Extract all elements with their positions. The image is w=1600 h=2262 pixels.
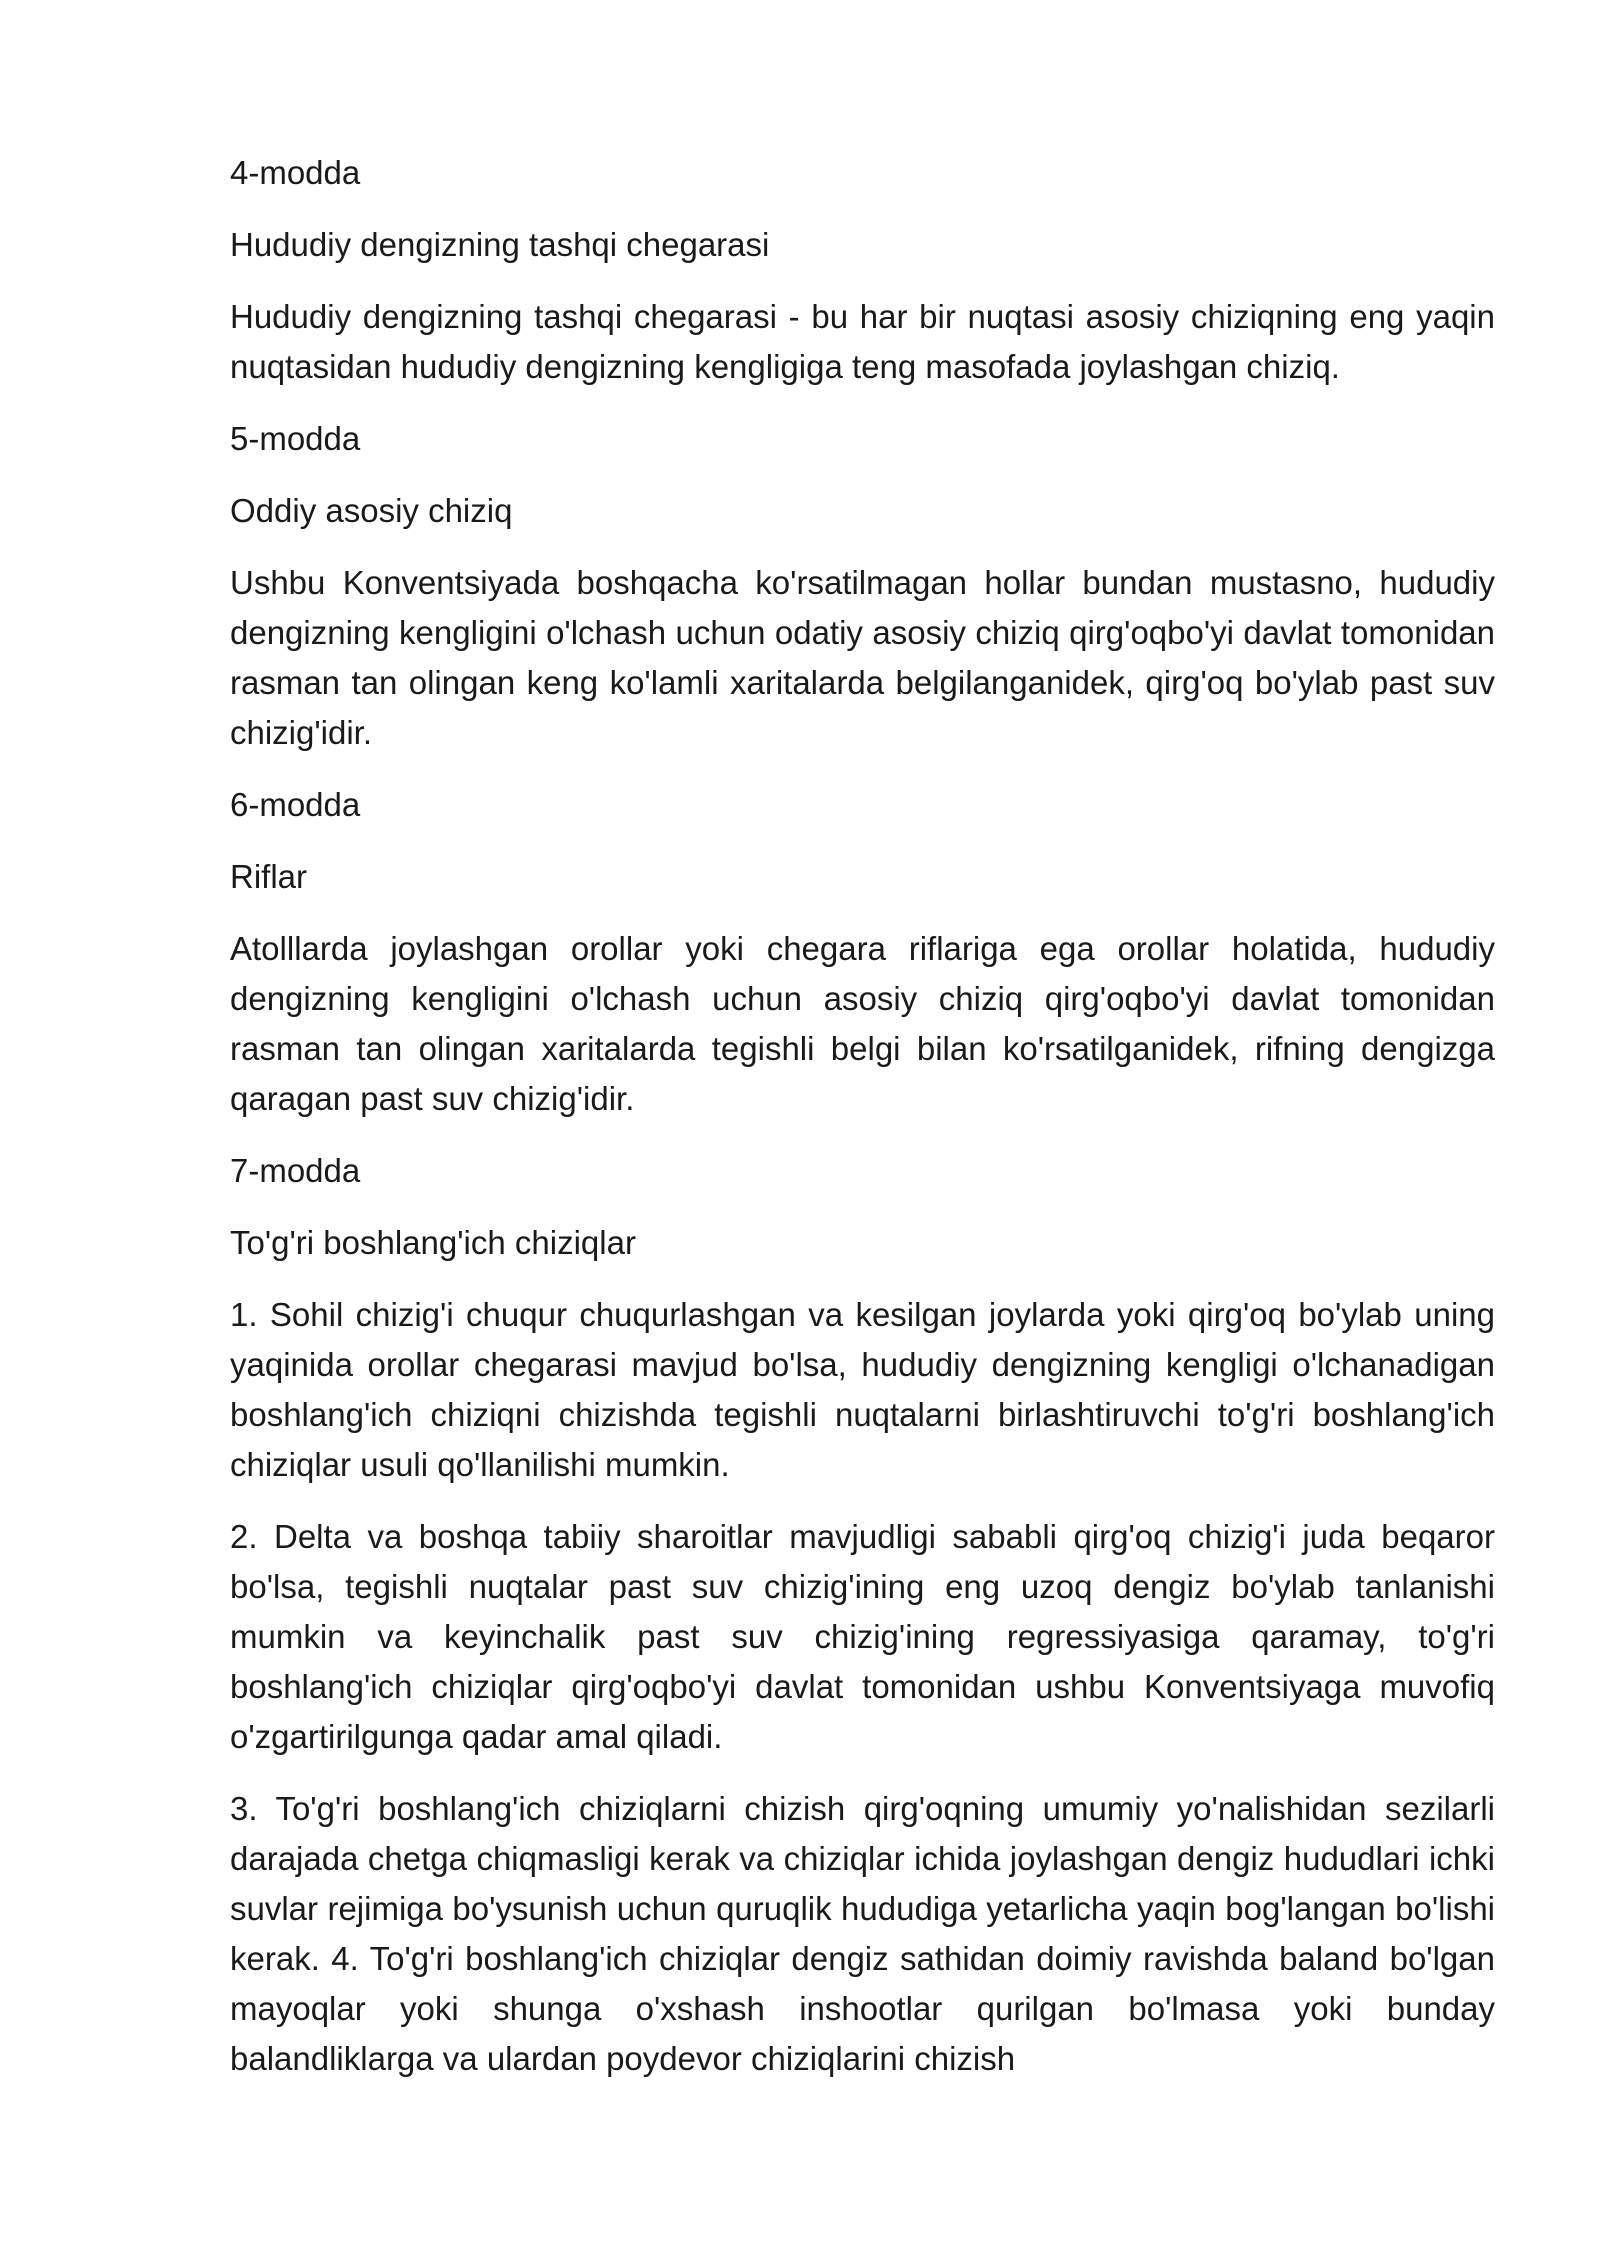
article-7-paragraph-2: 2. Delta va boshqa tabiiy sharoitlar mavjudligi sababli qirg'oq chizig'i juda beqaror bo'lsa, tegishli nuqtalar past suv chizig'ining eng uzoq dengiz bo'ylab tanlanishi mumkin va keyinchalik past suv chizig'ining regressiyasiga qaramay, to'g'ri boshlang'ich chiziqlar qirg'oqbo'yi davlat tomonidan ushbu Konventsiyaga muvofiq o'zgartirilgunga qadar amal qiladi.	[230, 1518, 1495, 1755]
article-7-title: To'g'ri boshlang'ich chiziqlar	[230, 1224, 636, 1261]
article-4-text: Hududiy dengizning tashqi chegarasi - bu har bir nuqtasi asosiy chiziqning eng yaqin nuqtasidan hududiy dengizning kengligiga teng masofada joylashgan chiziq.	[230, 298, 1495, 385]
article-4-number: 4-modda	[230, 154, 361, 191]
article-7-paragraph-1: 1. Sohil chizig'i chuqur chuqurlashgan va kesilgan joylarda yoki qirg'oq bo'ylab uning yaqinida orollar chegarasi mavjud bo'lsa, hududiy dengizning kengligi o'lchanadigan boshlang'ich chiziqni chizishda tegishli nuqtalarni birlashtiruvchi to'g'ri boshlang'ich chiziqlar usuli qo'llanilishi mumkin.	[230, 1296, 1495, 1483]
article-7-paragraph-3: 3. To'g'ri boshlang'ich chiziqlarni chizish qirg'oqning umumiy yo'nalishidan sezilarli darajada chetga chiqmasligi kerak va chiziqlar ichida joylashgan dengiz hududlari ichki suvlar rejimiga bo'ysunish uchun quruqlik hududiga yetarlicha yaqin bog'langan bo'lishi kerak. 4. To'g'ri boshlang'ich chiziqlar dengiz sathidan doimiy ravishda baland bo'lgan mayoqlar yoki shunga o'xshash inshootlar qurilgan bo'lmasa yoki bunday balandliklarga va ulardan poydevor chiziqlarini chizish	[230, 1790, 1495, 2077]
article-5-number: 5-modda	[230, 420, 361, 457]
document-body	[230, 148, 1495, 2106]
article-5-title: Oddiy asosiy chiziq	[230, 492, 513, 529]
article-5-text: Ushbu Konventsiyada boshqacha ko'rsatilmagan hollar bundan mustasno, hududiy dengizning kengligini o'lchash uchun odatiy asosiy chiziq qirg'oqbo'yi davlat tomonidan rasman tan olingan keng ko'lamli xaritalarda belgilanganidek, qirg'oq bo'ylab past suv chizig'idir.	[230, 564, 1495, 751]
article-6-number: 6-modda	[230, 786, 361, 823]
article-6-text: Atolllarda joylashgan orollar yoki chegara riflariga ega orollar holatida, hududiy dengizning kengligini o'lchash uchun asosiy chiziq qirg'oqbo'yi davlat tomonidan rasman tan olingan xaritalarda tegishli belgi bilan ko'rsatilganidek, rifning dengizga qaragan past suv chizig'idir.	[230, 930, 1495, 1117]
article-6-title: Riflar	[230, 858, 308, 895]
article-7-number: 7-modda	[230, 1152, 361, 1189]
article-4-title: Hududiy dengizning tashqi chegarasi	[230, 226, 770, 263]
